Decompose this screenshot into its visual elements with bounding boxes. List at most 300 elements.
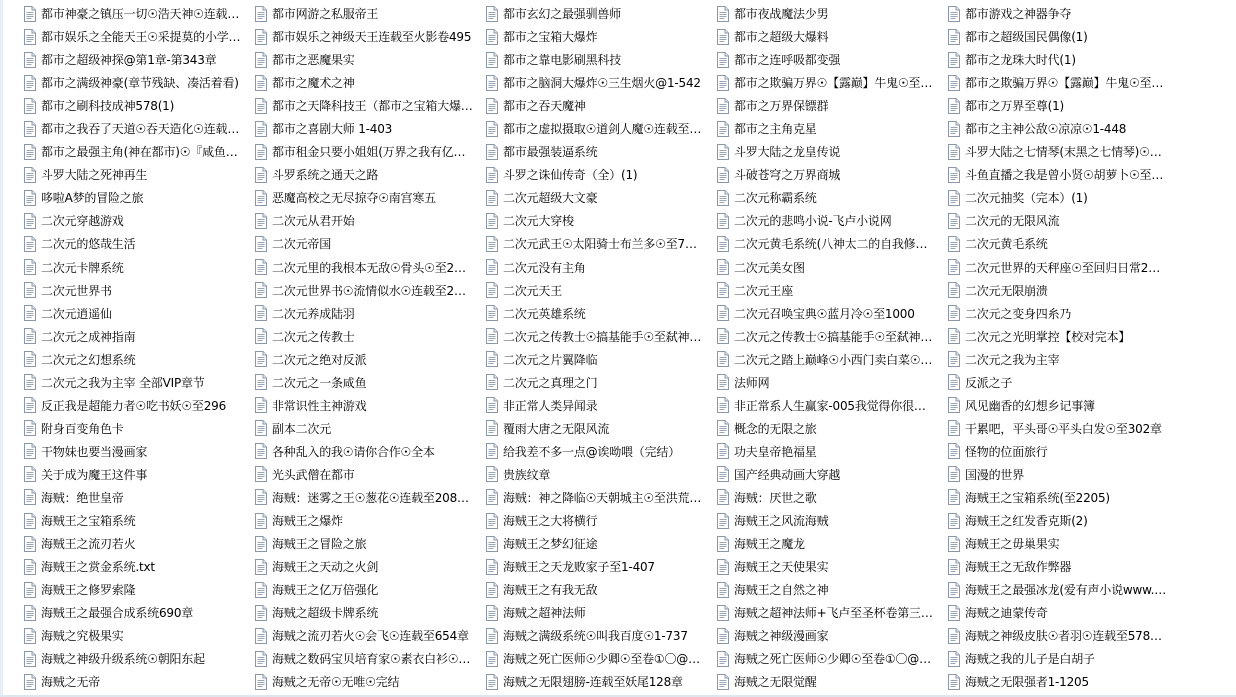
file-item[interactable] — [716, 624, 947, 647]
text-file-icon — [485, 167, 499, 183]
file-name: 哆啦A梦的冒险之旅 — [41, 191, 144, 206]
file-item[interactable] — [23, 509, 254, 532]
file-name: 都市之脑洞大爆炸☉三生烟火@1-542 — [503, 76, 701, 91]
file-item[interactable] — [485, 486, 716, 509]
file-name: 功夫皇帝艳福星 — [734, 444, 817, 459]
file-item[interactable] — [947, 601, 1178, 624]
file-item[interactable] — [716, 25, 947, 48]
file-item[interactable] — [485, 325, 716, 348]
text-file-icon — [23, 651, 37, 667]
file-item[interactable] — [947, 25, 1178, 48]
file-name: 海贼之无帝 — [41, 675, 101, 690]
text-file-icon — [716, 190, 730, 206]
file-name: 都市之超级国民偶像(1) — [965, 30, 1088, 45]
text-file-icon — [254, 29, 268, 45]
file-item[interactable] — [716, 348, 947, 371]
file-name: 斗罗系统之通天之路 — [272, 168, 379, 183]
file-item[interactable] — [716, 256, 947, 279]
file-item[interactable] — [23, 71, 254, 94]
text-file-icon — [716, 328, 730, 344]
text-file-icon — [23, 466, 37, 482]
text-file-icon — [947, 282, 961, 298]
text-file-icon — [485, 282, 499, 298]
file-item[interactable] — [947, 394, 1178, 417]
file-item[interactable] — [716, 94, 947, 117]
file-name: 海贼之无帝☉无唯☉完结 — [272, 675, 400, 690]
file-name: 都市之天降科技王（都市之宝箱大爆… — [272, 99, 473, 114]
file-item[interactable] — [947, 94, 1178, 117]
file-name: 二次元的悠哉生活 — [41, 237, 136, 252]
file-item[interactable] — [254, 394, 485, 417]
file-item[interactable] — [23, 302, 254, 325]
file-item[interactable] — [485, 394, 716, 417]
file-item[interactable] — [254, 371, 485, 394]
text-file-icon — [716, 29, 730, 45]
text-file-icon — [254, 605, 268, 621]
file-item[interactable] — [947, 48, 1178, 71]
file-item[interactable] — [23, 647, 254, 670]
file-item[interactable] — [23, 624, 254, 647]
text-file-icon — [254, 628, 268, 644]
file-name: 都市之我吞了天道☉吞天造化☉连载… — [41, 122, 240, 137]
file-name: 国产经典动画大穿越 — [734, 467, 841, 482]
file-item[interactable] — [254, 509, 485, 532]
file-item[interactable] — [947, 371, 1178, 394]
file-item[interactable] — [716, 48, 947, 71]
file-name: 海贼：迷雾之王☉葱花☉连载至208… — [272, 490, 469, 505]
file-item[interactable] — [716, 578, 947, 601]
file-item[interactable] — [485, 670, 716, 693]
file-name: 二次元黄毛系统(八神太二的自我修… — [734, 237, 928, 252]
file-item[interactable] — [716, 71, 947, 94]
text-file-icon — [254, 259, 268, 275]
text-file-icon — [23, 52, 37, 68]
file-item[interactable] — [716, 486, 947, 509]
file-item[interactable] — [947, 163, 1178, 186]
file-item[interactable] — [485, 417, 716, 440]
text-file-icon — [485, 29, 499, 45]
text-file-icon — [23, 628, 37, 644]
file-item[interactable] — [947, 186, 1178, 209]
file-item[interactable] — [254, 532, 485, 555]
file-name: 覆雨大唐之无限风流 — [503, 421, 610, 436]
file-item[interactable] — [947, 256, 1178, 279]
file-item[interactable] — [254, 256, 485, 279]
text-file-icon — [947, 489, 961, 505]
file-item[interactable] — [716, 440, 947, 463]
text-file-icon — [716, 167, 730, 183]
file-name: 都市玄幻之最强驯兽师 — [503, 7, 622, 21]
text-file-icon — [485, 420, 499, 436]
file-item[interactable] — [23, 532, 254, 555]
file-item[interactable] — [485, 48, 716, 71]
file-item[interactable] — [23, 2, 254, 25]
file-item[interactable] — [23, 163, 254, 186]
text-file-icon — [23, 75, 37, 91]
text-file-icon — [23, 420, 37, 436]
text-file-icon — [23, 236, 37, 252]
file-item[interactable] — [23, 256, 254, 279]
text-file-icon — [947, 328, 961, 344]
file-item[interactable] — [23, 670, 254, 693]
text-file-icon — [23, 144, 37, 160]
file-item[interactable] — [947, 71, 1178, 94]
text-file-icon — [716, 513, 730, 529]
file-item[interactable] — [23, 394, 254, 417]
text-file-icon — [716, 374, 730, 390]
file-item[interactable] — [947, 232, 1178, 255]
file-item[interactable] — [23, 348, 254, 371]
file-item[interactable] — [254, 2, 485, 25]
file-name: 二次元之光明掌控【校对完本】 — [965, 329, 1131, 344]
file-item[interactable] — [485, 647, 716, 670]
file-name: 二次元世界的天秤座☉至回归日常2… — [965, 260, 1160, 275]
file-name: 海贼之无限觉醒 — [734, 675, 817, 690]
file-item[interactable] — [485, 578, 716, 601]
text-file-icon — [947, 213, 961, 229]
file-item[interactable] — [485, 601, 716, 624]
file-item[interactable] — [254, 463, 485, 486]
file-item[interactable] — [716, 117, 947, 140]
text-file-icon — [254, 582, 268, 598]
text-file-icon — [23, 443, 37, 459]
file-item[interactable] — [23, 117, 254, 140]
file-item[interactable] — [716, 302, 947, 325]
file-item[interactable] — [23, 601, 254, 624]
file-name: 二次元帝国 — [272, 237, 332, 252]
file-item[interactable] — [485, 509, 716, 532]
file-name: 都市游戏之神器争夺 — [965, 7, 1072, 21]
file-item[interactable] — [947, 463, 1178, 486]
text-file-icon — [23, 674, 37, 690]
file-item[interactable] — [716, 209, 947, 232]
file-item[interactable] — [716, 232, 947, 255]
file-item[interactable] — [254, 71, 485, 94]
file-item[interactable] — [23, 463, 254, 486]
file-item[interactable] — [23, 371, 254, 394]
file-name: 都市之万界至尊(1) — [965, 99, 1064, 114]
text-file-icon — [947, 420, 961, 436]
text-file-icon — [23, 513, 37, 529]
file-item[interactable] — [254, 555, 485, 578]
file-item[interactable] — [254, 578, 485, 601]
file-item[interactable] — [23, 25, 254, 48]
file-name: 海贼之数码宝贝培育家☉素衣白衫☉… — [272, 652, 471, 667]
text-file-icon — [485, 190, 499, 206]
file-item[interactable] — [716, 555, 947, 578]
file-name: 海贼之超神法师+飞卢至圣杯卷第三… — [734, 606, 933, 621]
text-file-icon — [947, 190, 961, 206]
file-name: 都市之喜剧大师 1-403 — [272, 122, 393, 137]
file-name: 斗鱼直播之我是曾小贤☉胡萝卜☉至… — [965, 168, 1164, 183]
file-item[interactable] — [947, 440, 1178, 463]
file-name: 光头武僧在都市 — [272, 467, 355, 482]
file-item[interactable] — [254, 417, 485, 440]
file-name: 海贼王之亿万倍强化 — [272, 583, 379, 598]
file-item[interactable] — [23, 555, 254, 578]
file-name: 二次元里的我根本无敌☉骨头☉至2… — [272, 260, 466, 275]
file-item[interactable] — [254, 25, 485, 48]
file-item[interactable] — [254, 279, 485, 302]
text-file-icon — [485, 144, 499, 160]
file-item[interactable] — [716, 509, 947, 532]
file-name: 干物妹也要当漫画家 — [41, 444, 148, 459]
file-name: 二次元之绝对反派 — [272, 352, 367, 367]
file-item[interactable] — [947, 279, 1178, 302]
text-file-icon — [485, 259, 499, 275]
text-file-icon — [947, 374, 961, 390]
file-item[interactable] — [485, 302, 716, 325]
file-item[interactable] — [947, 486, 1178, 509]
text-file-icon — [485, 351, 499, 367]
file-item[interactable] — [485, 25, 716, 48]
file-name: 海贼王之天使果实 — [734, 560, 829, 575]
text-file-icon — [947, 167, 961, 183]
file-item[interactable] — [23, 417, 254, 440]
text-file-icon — [23, 559, 37, 575]
file-name: 二次元世界书 — [41, 283, 112, 298]
file-item[interactable] — [254, 601, 485, 624]
file-item[interactable] — [23, 209, 254, 232]
file-item[interactable] — [716, 325, 947, 348]
file-item[interactable] — [485, 2, 716, 25]
text-file-icon — [716, 144, 730, 160]
file-name: 二次元的悲鸣小说-飞卢小说网 — [734, 214, 892, 229]
text-file-icon — [23, 582, 37, 598]
file-item[interactable] — [254, 140, 485, 163]
file-item[interactable] — [716, 463, 947, 486]
file-name: 二次元之幻想系统 — [41, 352, 136, 367]
text-file-icon — [716, 305, 730, 321]
file-name: 二次元武王☉太阳骑士布兰多☉至7… — [503, 237, 697, 252]
file-item[interactable] — [485, 71, 716, 94]
file-item[interactable] — [23, 578, 254, 601]
text-file-icon — [23, 121, 37, 137]
file-item[interactable] — [254, 440, 485, 463]
text-file-icon — [254, 328, 268, 344]
file-name: 二次元之传教士☉搞基能手☉至弑神… — [503, 329, 702, 344]
file-item[interactable] — [254, 232, 485, 255]
file-item[interactable] — [254, 486, 485, 509]
file-item[interactable] — [254, 209, 485, 232]
file-name: 二次元之我为主宰 — [965, 352, 1060, 367]
text-file-icon — [254, 167, 268, 183]
file-item[interactable] — [716, 279, 947, 302]
file-item[interactable] — [485, 371, 716, 394]
file-name: 二次元王座 — [734, 283, 794, 298]
text-file-icon — [947, 6, 961, 22]
file-item[interactable] — [485, 624, 716, 647]
file-item[interactable] — [485, 163, 716, 186]
text-file-icon — [485, 582, 499, 598]
file-name: 海贼王之最强冰龙(爱有声小说www.… — [965, 583, 1167, 598]
file-item[interactable] — [254, 302, 485, 325]
file-item[interactable] — [254, 348, 485, 371]
file-item[interactable] — [23, 486, 254, 509]
file-item[interactable] — [947, 578, 1178, 601]
file-item[interactable] — [716, 601, 947, 624]
file-item[interactable] — [947, 348, 1178, 371]
file-item[interactable] — [23, 94, 254, 117]
file-name: 都市娱乐之全能天王☉采提莫的小学… — [41, 30, 241, 45]
text-file-icon — [716, 213, 730, 229]
text-file-icon — [947, 605, 961, 621]
file-item[interactable] — [23, 440, 254, 463]
file-item[interactable] — [947, 532, 1178, 555]
file-item[interactable] — [947, 209, 1178, 232]
text-file-icon — [254, 420, 268, 436]
file-item[interactable] — [254, 48, 485, 71]
file-name: 二次元之片翼降临 — [503, 352, 598, 367]
text-file-icon — [485, 75, 499, 91]
file-item[interactable] — [23, 325, 254, 348]
file-name: 都市之魔术之神 — [272, 76, 355, 91]
file-item[interactable] — [716, 186, 947, 209]
file-name: 非正常系人生赢家-005我觉得你很… — [734, 398, 926, 413]
file-name: 海贼王之天龙败家子至1-407 — [503, 560, 655, 575]
file-item[interactable] — [23, 186, 254, 209]
file-item[interactable] — [947, 2, 1178, 25]
file-name: 二次元之成神指南 — [41, 329, 136, 344]
file-name: 海贼之满级系统☉叫我百度☉1-737 — [503, 629, 688, 644]
file-name: 都市之超级神探@第1章-第343章 — [41, 53, 217, 68]
text-file-icon — [23, 489, 37, 505]
file-name: 斗罗之诛仙传奇（全）(1) — [503, 168, 638, 183]
file-item[interactable] — [485, 463, 716, 486]
file-item[interactable] — [947, 117, 1178, 140]
file-item[interactable] — [716, 140, 947, 163]
file-item[interactable] — [485, 232, 716, 255]
file-item[interactable] — [485, 440, 716, 463]
file-name: 海贼之无限翅膀-连载至妖尾128章 — [503, 675, 683, 690]
file-name: 海贼：神之降临☉天朝城主☉至洪荒… — [503, 490, 702, 505]
text-file-icon — [947, 121, 961, 137]
file-item[interactable] — [947, 417, 1178, 440]
file-item[interactable] — [23, 48, 254, 71]
text-file-icon — [716, 628, 730, 644]
text-file-icon — [947, 582, 961, 598]
file-item[interactable] — [716, 163, 947, 186]
file-item[interactable] — [254, 186, 485, 209]
file-item[interactable] — [716, 394, 947, 417]
file-name: 都市之主角克星 — [734, 122, 817, 137]
text-file-icon — [23, 351, 37, 367]
file-item[interactable] — [23, 279, 254, 302]
text-file-icon — [254, 190, 268, 206]
file-item[interactable] — [716, 532, 947, 555]
file-item[interactable] — [716, 371, 947, 394]
file-name: 斗破苍穹之万界商城 — [734, 168, 841, 183]
text-file-icon — [254, 674, 268, 690]
text-file-icon — [716, 605, 730, 621]
file-item[interactable] — [254, 325, 485, 348]
file-name: 海贼王之有我无敌 — [503, 583, 598, 598]
file-name: 都市之刷科技成神578(1) — [41, 99, 175, 114]
text-file-icon — [947, 351, 961, 367]
file-item[interactable] — [947, 670, 1178, 693]
file-item[interactable] — [947, 325, 1178, 348]
file-name: 都市娱乐之神级天王连载至火影卷495 — [272, 30, 472, 45]
text-file-icon — [947, 259, 961, 275]
text-file-icon — [23, 328, 37, 344]
file-item[interactable] — [947, 555, 1178, 578]
text-file-icon — [947, 305, 961, 321]
file-item[interactable] — [254, 624, 485, 647]
file-item[interactable] — [23, 140, 254, 163]
file-item[interactable] — [947, 302, 1178, 325]
file-name: 各种乱入的我☉请你合作☉全本 — [272, 444, 435, 459]
file-item[interactable] — [716, 647, 947, 670]
text-file-icon — [23, 536, 37, 552]
file-item[interactable] — [485, 348, 716, 371]
text-file-icon — [485, 513, 499, 529]
file-item[interactable] — [716, 2, 947, 25]
text-file-icon — [716, 536, 730, 552]
file-item[interactable] — [485, 532, 716, 555]
text-file-icon — [254, 144, 268, 160]
file-item[interactable] — [485, 279, 716, 302]
file-name: 海贼王之大将横行 — [503, 514, 598, 529]
text-file-icon — [254, 52, 268, 68]
file-name: 关于成为魔王这件事 — [41, 467, 148, 482]
text-file-icon — [947, 628, 961, 644]
file-name: 海贼王之赏金系统.txt — [41, 560, 155, 575]
text-file-icon — [716, 489, 730, 505]
file-item[interactable] — [254, 647, 485, 670]
text-file-icon — [716, 420, 730, 436]
file-name: 反派之子 — [965, 375, 1013, 390]
file-name: 二次元之传教士☉搞基能手☉至弑神… — [734, 329, 933, 344]
file-name: 非常识性主神游戏 — [272, 398, 367, 413]
file-name: 都市之超级大爆料 — [734, 30, 829, 45]
file-item[interactable] — [254, 163, 485, 186]
file-item[interactable] — [485, 256, 716, 279]
file-item[interactable] — [716, 670, 947, 693]
text-file-icon — [485, 536, 499, 552]
text-file-icon — [23, 259, 37, 275]
file-item[interactable] — [254, 117, 485, 140]
text-file-icon — [716, 6, 730, 22]
text-file-icon — [254, 6, 268, 22]
file-name: 都市之欺骗万界☉【露巅】牛鬼☉至… — [965, 76, 1164, 91]
file-item[interactable] — [23, 232, 254, 255]
file-item[interactable] — [485, 186, 716, 209]
file-item[interactable] — [254, 94, 485, 117]
file-name: 海贼王之毋巢果实 — [965, 537, 1060, 552]
file-item[interactable] — [485, 94, 716, 117]
file-item[interactable] — [947, 509, 1178, 532]
file-item[interactable] — [947, 140, 1178, 163]
file-item[interactable] — [485, 209, 716, 232]
file-name: 二次元之真理之门 — [503, 375, 598, 390]
file-item[interactable] — [254, 670, 485, 693]
text-file-icon — [23, 6, 37, 22]
text-file-icon — [947, 513, 961, 529]
file-item[interactable] — [485, 140, 716, 163]
file-name: 都市之满级神豪(章节残缺、凑活着看) — [41, 76, 239, 91]
file-item[interactable] — [947, 647, 1178, 670]
text-file-icon — [254, 75, 268, 91]
file-name: 都市之虚拟摄取☉道剑人魔☉连载至… — [503, 122, 702, 137]
text-file-icon — [716, 674, 730, 690]
file-item[interactable] — [716, 417, 947, 440]
text-file-icon — [947, 651, 961, 667]
file-item[interactable] — [947, 624, 1178, 647]
file-name: 海贼王之红发香克斯(2) — [965, 514, 1088, 529]
file-item[interactable] — [485, 117, 716, 140]
file-item[interactable] — [485, 555, 716, 578]
file-name: 二次元养成陆羽 — [272, 306, 355, 321]
